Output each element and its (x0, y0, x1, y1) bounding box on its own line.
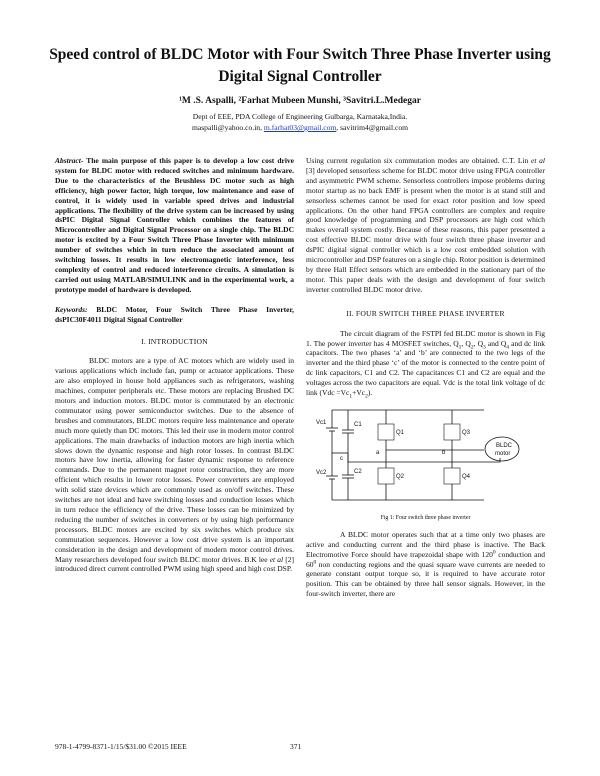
switch-q4 (444, 468, 460, 484)
affiliation: Dept of EEE, PDA College of Engineering Gulbarga, Karnataka,India. (192, 112, 408, 121)
sub-4: 4 (506, 344, 510, 350)
right-intro-paragraph (306, 156, 545, 295)
sub-1: 1 (458, 344, 462, 350)
fstpi-text-f: +Vc (352, 388, 366, 398)
label-q1: Q1 (396, 429, 405, 436)
email-3[interactable]: , savitrim4@gmail.com (336, 123, 409, 132)
abstract (55, 156, 294, 295)
email-2[interactable]: m.farhat03@gmail.com (263, 123, 337, 132)
label-b: b (442, 449, 446, 456)
paper-title: Speed control of BLDC Motor with Four Switch Three Phase Inverter using Digital Signal Controller (49, 46, 551, 85)
abstract-label: Abstract- (55, 156, 84, 165)
label-motor-1: BLDC (496, 442, 513, 449)
label-vc1: Vc1 (316, 419, 327, 426)
fstpi-paragraph (306, 329, 545, 398)
bldc-operation-paragraph (306, 530, 545, 599)
label-c1: C1 (354, 421, 362, 428)
section-heading-fstpi: II. FOUR SWITCH THREE PHASE INVERTER (346, 308, 505, 318)
email-line (40, 122, 560, 133)
right-intro-text-2: [3] developed sensorless scheme for BLDC motor drive using FPGA controller and asymmetric PWM scheme. Sensorless controllers impose problems during motor startup as no back EMF is present when the motor is at stand still and sensorless schemes cannot be used for exact rotor position and low speed applications. On the other hand FPGA controllers are complex and require good knowledge of programming and DSP processors are high cost which makes overall system costly. Because of these reasons, this paper presented a cost effective BLDC motor drive with four switch three phase inverter and dsPIC digital signal controller which is a low cost embedded solution with microcontroller and DSP features on a single chip. Rotor position is determined by three Hall Effect sensors which are embedded in the stationary part of the motor. This paper deals with the design and development of four switch inverter controlled BLDC motor drive. (306, 165, 545, 294)
intro-text: BLDC motors are a type of AC motors which are widely used in various applications which include fan, pump or actuator applications. These are also employed in house hold appliances such as refrigerators, washing machines, computer peripherals etc. These motors are replacing Brushed DC motors and induction motors. BLDC motor is commutated by an electronic commutator using power semiconductor switches. Due to the absence of brushes and commutators, BLDC motors require less maintenance and operate much more quietly than DC motors. This led their use in modern motor control applications. The main drawbacks of induction motors are high inertia which slows down the dynamic response and high rotor losses. In contrast BLDC motors have low inertia, allowing for faster dynamic response to reference commands. Due to the permanent magnet rotor construction, they are more efficient which results in lower rotor losses. Power converters are employed with solid state devices which are commonly used as on/off switches. These switches are not ideal and have switching losses and conduction losses which in turn reduce the efficiency of the drive. These losses can be minimized by reducing the number of switches in converters or by using high performance processors. BLDC motors are excited by six switches which produce six commutation sequences. However a low cost drive system is an important consideration in the design and development of modern motor control drives. Many researchers developed four switch BLDC motor drives. B.K lee (55, 356, 294, 564)
keywords (55, 305, 294, 325)
label-q4: Q4 (462, 473, 471, 480)
left-column (55, 156, 294, 574)
op-text-3: non conducting regions and the quasi square wave currents are needed to generate constant output torque so, it is required to have accurate rotor position. This can be obtained by three hall sensor signals. However, in the four-switch inverter, there are (306, 559, 545, 599)
keywords-label: Keywords: (55, 304, 88, 314)
switch-q1 (378, 424, 394, 440)
degree-2: 0 (313, 559, 317, 566)
right-column (306, 156, 545, 599)
op-text-1: A BLDC motor operates such that at a time only two phases are active and conducting current and the third phase is inactive. The Back Electromotive Force should have trapezoidal shape with 120 (306, 529, 545, 559)
sub-vc1: 1 (349, 393, 353, 400)
figure-caption: Fig 1: Four switch three phase inverter (380, 514, 471, 521)
label-motor-2: motor (495, 450, 511, 457)
intro-paragraph (55, 356, 294, 574)
label-q2: Q2 (396, 473, 405, 480)
sub-vc2: 2 (365, 393, 368, 400)
intro-etal: et al (269, 554, 284, 564)
fstpi-text-e: and dc link capacitors. The two phases ‘a’ and ‘b’ are connected to the two legs of the inverter and the third phase ‘c’ of the motor is connected to the centre point of dc link capacitors, C1 and C2. The capacitances C1 and C2 are equal and the voltages across the two capacitors are equal. Vdc is the total link voltage of dc link (Vdc =Vc (306, 338, 546, 398)
keywords-text: BLDC Motor, Four Switch Three Phase Inverter, dsPIC30F4011 Digital Signal Controller (55, 304, 294, 324)
copyright-footer: 978-1-4799-8371-1/15/$31.00 ©2015 IEEE (55, 742, 187, 751)
label-q3: Q3 (462, 429, 471, 436)
fstpi-text-c: , Q (473, 338, 483, 348)
section-heading-introduction: I. INTRODUCTION (141, 336, 208, 346)
right-intro-text-1: Using current regulation six commutation modes are obtained. C.T. Lin (306, 156, 531, 165)
abstract-text: The main purpose of this paper is to develop a low cost drive system for BLDC motor with reduced switches and minimum hardware. Due to the characteristics of the Brushless DC motor such as high efficiency, high power factor, high torque, low maintenance and ease of control, it is widely used in variable speed drives and industrial applications. The flexibility of the drive system can be increased by using dsPIC Digital Signal Controller which combines the features of Microcontroller and Digital Signal Processor on a single chip. The BLDC motor is excited by a Four Switch Three Phase Inverter with minimum number of switches which in turn reduce the associated amount of switching losses. It results in low electromagnetic interference, less complexity of control and reduced interference circuits. A simulation is carried out using MATLAB/SIMULINK and in the experimental work, a prototype model of hardware is developed. (55, 156, 294, 294)
phase-c-wire (348, 453, 500, 462)
sub-2: 2 (470, 344, 474, 350)
fstpi-text-a: The circuit diagram of the FSTPI fed BLDC motor is shown in Fig 1. The power inverter has 4 MOSFET switches, Q (306, 328, 545, 348)
affiliation-block (40, 111, 560, 133)
page-number: 371 (290, 742, 302, 751)
label-a: a (376, 449, 380, 456)
inverter-circuit-diagram (314, 404, 538, 508)
label-c2: C2 (354, 468, 362, 475)
switch-q3 (444, 424, 460, 440)
fstpi-text-g: ). (367, 388, 373, 398)
label-vc2: Vc2 (316, 469, 327, 476)
degree-1: 0 (492, 549, 496, 556)
fstpi-text-b: , Q (461, 338, 471, 348)
author-list: ¹M .S. Aspalli, ²Farhat Mubeen Munshi, ³Savitri.L.Medegar (179, 96, 421, 106)
intro-text-end: [2] introduced direct current controlled PWM using high speed and high cost DSP. (55, 554, 294, 574)
fstpi-text-d: and Q (485, 338, 507, 348)
op-text-2: conduction and 60 (306, 549, 545, 569)
right-intro-etal: et al (531, 156, 545, 165)
email-1[interactable]: maspalli@yahoo.co.in, (191, 123, 263, 132)
label-c: c (340, 455, 343, 462)
bldc-motor (485, 437, 519, 461)
switch-q2 (378, 468, 394, 484)
figure-1 (306, 404, 545, 508)
sub-3: 3 (483, 344, 486, 350)
